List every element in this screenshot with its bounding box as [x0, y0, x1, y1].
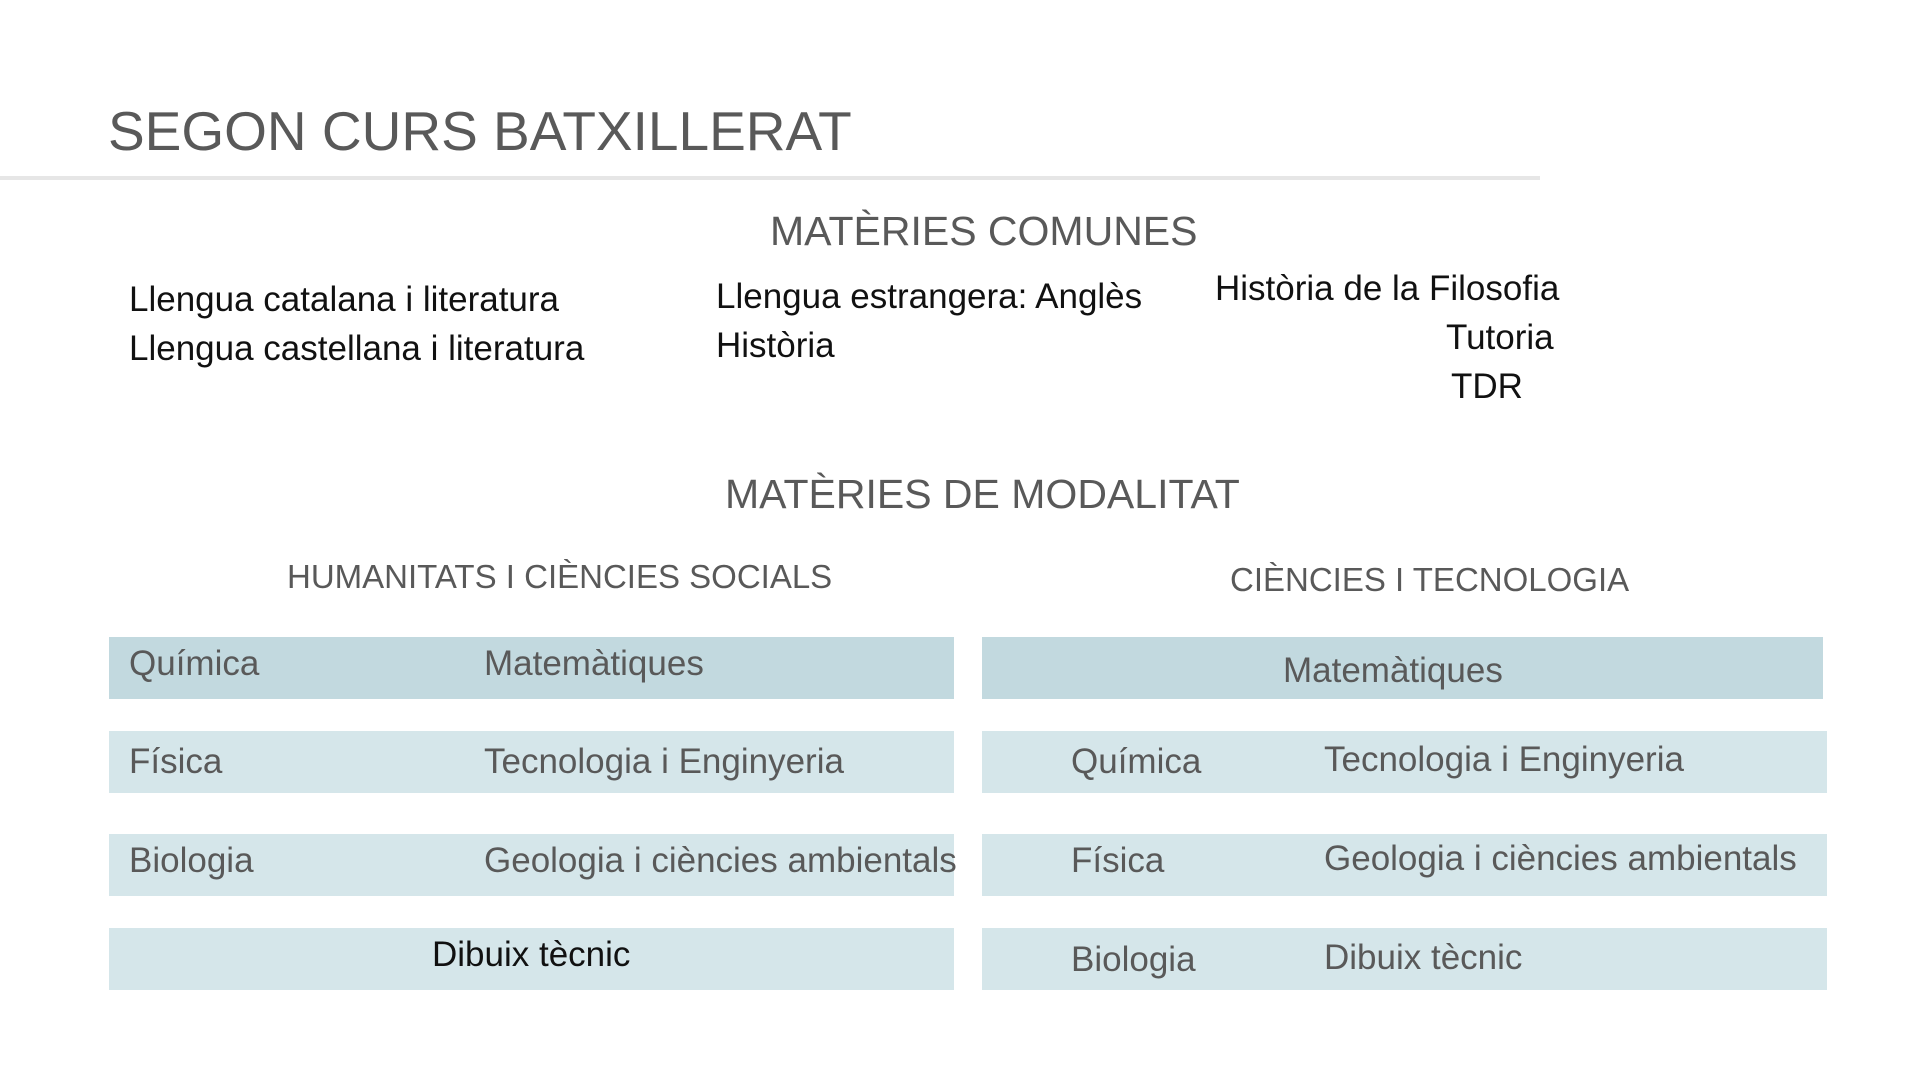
subject-cell: Matemàtiques: [1283, 651, 1503, 690]
subject-history: Història: [716, 326, 835, 365]
humanities-row: [109, 834, 957, 896]
science-row: [982, 731, 1827, 793]
humanities-heading: HUMANITATS I CIÈNCIES SOCIALS: [287, 558, 833, 595]
humanities-row: [109, 928, 954, 990]
subject-cell: Física: [129, 742, 223, 781]
title-divider: [0, 176, 1540, 180]
subject-philosophy-history: Història de la Filosofia: [1215, 269, 1560, 308]
subject-cell: Química: [129, 644, 260, 683]
subject-cell: Biologia: [1071, 940, 1196, 979]
humanities-row: [109, 731, 954, 793]
modality-subjects-heading: MATÈRIES DE MODALITAT: [725, 471, 1240, 517]
subject-cell: Dibuix tècnic: [1324, 938, 1523, 977]
subject-cell: Química: [1071, 742, 1202, 781]
subject-castilian: Llengua castellana i literatura: [129, 329, 585, 368]
subject-catalan: Llengua catalana i literatura: [129, 280, 560, 319]
subject-cell: Geologia i ciències ambientals: [484, 841, 957, 880]
common-subjects-heading: MATÈRIES COMUNES: [770, 208, 1198, 254]
subject-tutoria: Tutoria: [1446, 318, 1554, 357]
humanities-row: [109, 637, 954, 699]
subject-cell: Matemàtiques: [484, 644, 704, 683]
subject-cell: Geologia i ciències ambientals: [1324, 839, 1797, 878]
subject-cell: Tecnologia i Enginyeria: [1324, 740, 1684, 779]
slide-title: SEGON CURS BATXILLERAT: [108, 100, 852, 162]
science-row: [982, 834, 1827, 896]
subject-cell: Dibuix tècnic: [432, 935, 631, 974]
subject-tdr: TDR: [1451, 367, 1523, 406]
science-row: [982, 637, 1823, 699]
subject-english: Llengua estrangera: Anglès: [716, 277, 1143, 316]
subject-cell: Biologia: [129, 841, 254, 880]
science-technology-heading: CIÈNCIES I TECNOLOGIA: [1230, 561, 1630, 598]
science-row: [982, 928, 1827, 990]
subject-cell: Tecnologia i Enginyeria: [484, 742, 844, 781]
subject-cell: Física: [1071, 841, 1165, 880]
